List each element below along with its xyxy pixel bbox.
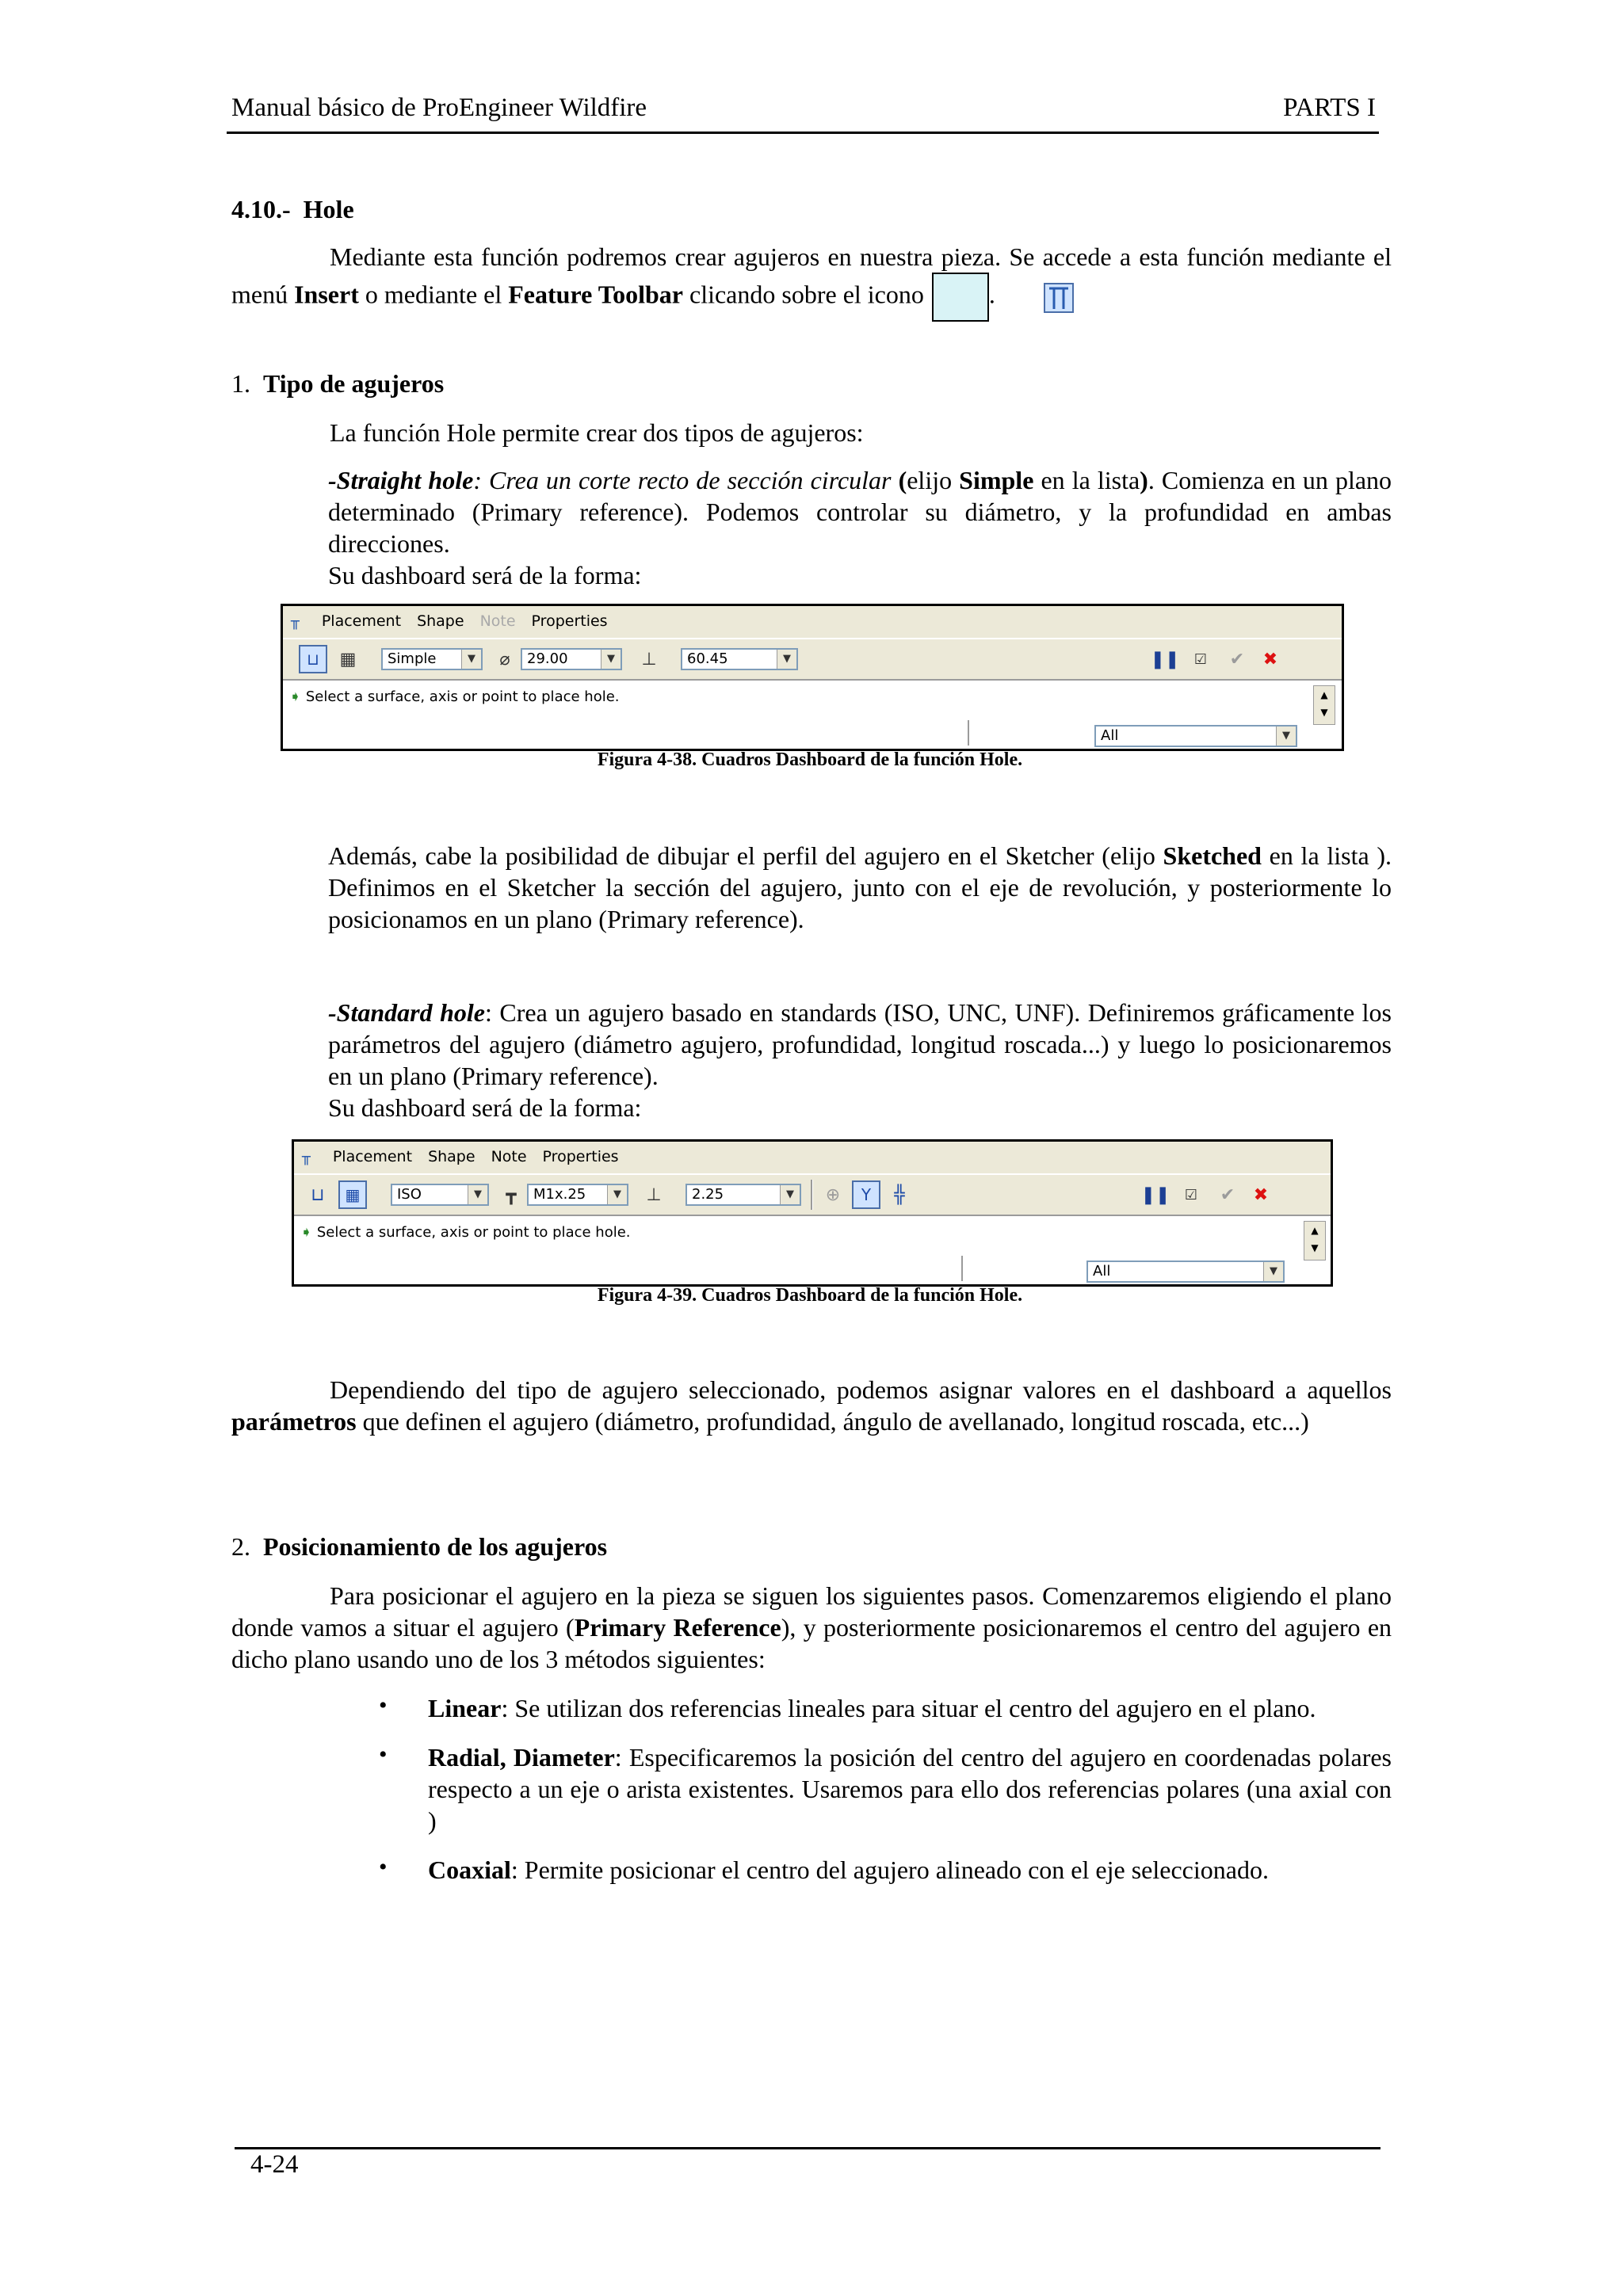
tab-note[interactable]: Note [491,1148,527,1165]
countersink-button[interactable]: Y [852,1180,880,1209]
tab-note[interactable]: Note [479,612,516,630]
tab-placement[interactable]: Placement [332,1148,413,1165]
depth-input[interactable]: 2.25 ▼ [685,1184,801,1206]
sketched-paragraph: Además, cabe la posibilidad de dibujar el perfil del agujero en el Sketcher (elijo Sketched en la lista ). Definimos en el Sketcher la sección del agujero, junto con el eje de revolución, y posteriormente lo posicionamos en un plano (Primary reference). [328,841,1392,933]
apply-check-icon[interactable]: ✔ [1229,649,1245,669]
hole-feature-icon: ╥ [291,612,300,630]
intro-paragraph: Mediante esta función podremos crear agujeros en nuestra pieza. Se accede a esta función mediante el menú Insert o mediante el Feature Toolbar clicando sobre el icono . [231,241,1392,322]
straight-hole-button[interactable]: ⊔ [299,645,327,673]
running-header-title: Manual básico de ProEngineer Wildfire [231,93,647,122]
hole-dashboard-simple [281,604,1344,751]
straight-hole-icon[interactable]: ⊔ [311,1184,325,1205]
tab-shape[interactable]: Shape [428,1148,475,1165]
dashboard-toolrow [283,638,1342,681]
depth-option-icon[interactable]: ⊥ [641,649,657,669]
message-scrollbar[interactable]: ▲ ▼ [1304,1221,1326,1261]
dashboard-toolrow [294,1173,1331,1216]
arrow-icon: ➧ [300,1224,313,1241]
subsection-2-heading: 2. Posicionamiento de los agujeros [231,1532,608,1561]
depth-option-icon[interactable]: ⊥ [646,1184,662,1205]
hole-tool-icon [932,273,989,322]
message-line: ➧ Select a surface, axis or point to place hole. [300,1224,631,1241]
running-header-part: PARTS I [1283,93,1376,122]
arrow-icon: ➧ [289,688,302,705]
pause-icon[interactable]: ❚❚ [1150,649,1180,669]
preview-checkbox-icon[interactable]: ☑ [1184,1186,1198,1203]
apply-check-icon[interactable]: ✔ [1220,1184,1235,1205]
bullet-coaxial: Coaxial: Permite posicionar el centro del agujero alineado con el eje seleccionado. [428,1855,1269,1884]
section-title: Hole [303,195,354,223]
message-area [294,1216,1331,1284]
bullet-marker: • [379,1854,388,1880]
section-number: 4.10.- [231,195,291,223]
cancel-x-icon[interactable]: ✖ [1262,649,1278,669]
straight-hole-paragraph: -Straight hole: Crea un corte recto de sección circular (elijo Simple en la lista). Comienza en un plano determinado (Primary reference). Podemos controlar su diámetro, y la profundidad en ambas direcciones. [328,466,1392,558]
filter-select[interactable]: All ▼ [1094,725,1297,747]
standard-hole-paragraph: -Standard hole: Crea un agujero basado en standards (ISO, UNC, UNF). Definiremos gráficamente los parámetros del agujero (diámetro agujero, profundidad, longitud roscada...) y luego lo posicionaremos en un plano (Primary reference). [328,998,1392,1090]
diameter-icon: ⌀ [499,649,510,669]
figure-caption-1: Figura 4-38. Cuadros Dashboard de la función Hole. [597,749,1023,770]
tipo-lead: La función Hole permite crear dos tipos de agujeros: [330,418,864,447]
dashboard-menubar [283,606,1342,636]
tapped-hole-icon[interactable]: ⊕ [825,1184,841,1205]
counterbore-icon[interactable]: ╬ [894,1184,905,1205]
hole-feature-icon: ╥ [302,1148,311,1165]
figure-caption-2: Figura 4-39. Cuadros Dashboard de la función Hole. [597,1285,1023,1306]
filter-select[interactable]: All ▼ [1086,1261,1285,1283]
page-number: 4-24 [250,2150,299,2179]
dashboard-intro-1: Su dashboard será de la forma: [328,561,642,589]
bullet-radial: Radial, Diameter: Especificaremos la posición del centro del agujero en coordenadas polares respecto a un eje o arista existentes. Usaremos para ello dos referencias polares (una axial con ) [428,1743,1392,1835]
tab-properties[interactable]: Properties [531,612,608,630]
bullet-linear: Linear: Se utilizan dos referencias lineales para situar el centro del agujero en el plano. [428,1694,1316,1722]
pause-icon[interactable]: ❚❚ [1140,1184,1170,1205]
diameter-input[interactable]: 29.00 ▼ [521,648,622,670]
subsection-1-heading: 1. Tipo de agujeros [231,369,445,398]
preview-checkbox-icon[interactable]: ☑ [1193,650,1208,668]
tab-properties[interactable]: Properties [542,1148,619,1165]
tab-placement[interactable]: Placement [321,612,402,630]
standard-select[interactable]: ISO ▼ [391,1184,489,1206]
depth-input[interactable]: 60.45 ▼ [681,648,798,670]
screw-size-icon: ┳ [506,1184,517,1205]
bullet-marker: • [379,1741,388,1768]
dependiendo-paragraph: Dependiendo del tipo de agujero seleccionado, podemos asignar valores en el dashboard a aquellos parámetros que definen el agujero (diámetro, profundidad, ángulo de avellanado, longitud roscada, etc...) [231,1375,1392,1436]
standard-hole-button[interactable]: ▦ [338,1180,367,1209]
screw-size-select[interactable]: M1x.25 ▼ [527,1184,628,1206]
posicion-paragraph: Para posicionar el agujero en la pieza se siguen los siguientes pasos. Comenzaremos eligiendo el plano donde vamos a situar el agujero (Primary Reference), y posteriormente posicionaremos el centro del agujero en dicho plano usando uno de los 3 métodos siguientes: [231,1581,1392,1673]
standard-hole-icon[interactable]: ▦ [339,649,357,669]
dashboard-menubar [294,1142,1331,1172]
header-rule [227,132,1379,134]
message-area [283,681,1342,749]
footer-rule [235,2147,1381,2149]
hole-type-select[interactable]: Simple ▼ [381,648,483,670]
section-heading [231,195,354,224]
dashboard-intro-2: Su dashboard será de la forma: [328,1093,642,1122]
hole-dashboard-standard [292,1139,1333,1287]
bullet-marker: • [379,1692,388,1718]
message-line: ➧ Select a surface, axis or point to place hole. [289,688,620,705]
message-scrollbar[interactable]: ▲ ▼ [1313,685,1335,725]
cancel-x-icon[interactable]: ✖ [1253,1184,1269,1205]
tab-shape[interactable]: Shape [417,612,464,630]
